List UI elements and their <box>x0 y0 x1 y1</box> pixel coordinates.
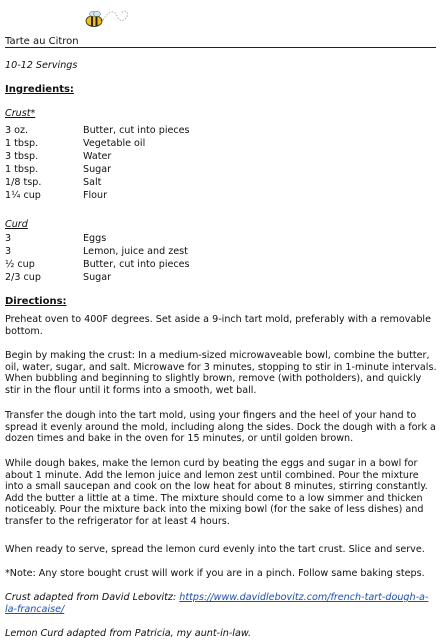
ingredient-qty: 3 <box>5 246 12 257</box>
curd-credit: Lemon Curd adapted from Patricia, my aunt-in-law. <box>5 628 252 639</box>
ingredient-row <box>5 258 190 271</box>
ingredient-item: Sugar <box>83 164 112 175</box>
direction-paragraph: Transfer the dough into the tart mold, using your fingers and the heel of your hand to spread it evenly around the mold, including along the sides. Dock the dough with a fork a dozen times and bake in the oven for 15 minutes, or until golden brown. <box>5 410 436 444</box>
ingredient-row <box>5 163 190 176</box>
crust-heading: Crust* <box>5 108 36 119</box>
bee-icon <box>83 8 133 32</box>
ingredient-qty: 2/3 cup <box>5 272 41 283</box>
crust-source-link[interactable]: https://www.davidlebovitz.com/french-tart-dough-a-la-francaise/ <box>5 592 429 615</box>
ingredient-item: Eggs <box>83 233 107 244</box>
ingredient-qty: 3 oz. <box>5 125 29 136</box>
ingredient-qty: 3 <box>5 233 12 244</box>
ingredient-row <box>5 232 190 245</box>
ingredient-item: Vegetable oil <box>83 138 146 149</box>
direction-note: *Note: Any store bought crust will work if you are in a pinch. Follow same baking steps. <box>5 568 425 579</box>
ingredient-item: Butter, cut into pieces <box>83 259 190 270</box>
ingredient-row <box>5 245 190 258</box>
ingredient-item: Lemon, juice and zest <box>83 246 188 257</box>
directions-heading: Directions: <box>5 296 67 307</box>
ingredient-item: Salt <box>83 177 102 188</box>
ingredient-row <box>5 176 190 189</box>
recipe-title: Tarte au Citron <box>5 36 79 47</box>
ingredient-qty: ½ cup <box>5 259 35 270</box>
ingredient-qty: 1 tbsp. <box>5 138 39 149</box>
crust-ingredients-table <box>5 124 190 202</box>
crust-credit <box>5 592 437 615</box>
direction-paragraph: Preheat oven to 400F degrees. Set aside a 9-inch tart mold, preferably with a removable bottom. <box>5 314 431 337</box>
ingredient-row <box>5 150 190 163</box>
ingredient-item: Flour <box>83 190 108 201</box>
direction-paragraph: While dough bakes, make the lemon curd by beating the eggs and sugar in a bowl for about 1 minute. Add the lemon juice and lemon zest until combined. Pour the mixture into a small saucepan and cook on the low heat for about 8 minutes, stirring constantly. Add the butter a little at a time. The mixture should come to a low simmer and thicken noticeably. Pour the mixture back into the mixing bowl (for the sake of less dishes) and transfer to the refrigerator for at least 4 hours. <box>5 458 428 527</box>
ingredient-row <box>5 137 190 150</box>
direction-paragraph: When ready to serve, spread the lemon curd evenly into the tart crust. Slice and serve. <box>5 544 425 555</box>
ingredient-qty: 1/8 tsp. <box>5 177 42 188</box>
ingredient-qty: 1 tbsp. <box>5 164 39 175</box>
direction-paragraph: Begin by making the crust: In a medium-sized microwaveable bowl, combine the butter, oil, water, sugar, and salt. Microwave for 3 minutes, stopping to stir in 1-minute intervals. When bubbling and beginning to slightly brown, remove (with potholders), and quickly stir in the flour until it forms into a smooth, wet ball. <box>5 350 437 396</box>
curd-heading: Curd <box>5 219 28 230</box>
curd-ingredients-table <box>5 232 190 284</box>
ingredient-qty: 3 tbsp. <box>5 151 39 162</box>
crust-credit-text: Crust adapted from David Lebovitz: <box>5 592 180 603</box>
ingredient-row <box>5 189 190 202</box>
title-divider <box>5 47 436 48</box>
ingredient-item: Butter, cut into pieces <box>83 125 190 136</box>
ingredients-heading: Ingredients: <box>5 84 74 95</box>
ingredient-item: Water <box>83 151 112 162</box>
servings-text: 10-12 Servings <box>5 60 78 71</box>
ingredient-item: Sugar <box>83 272 112 283</box>
ingredient-row <box>5 271 190 284</box>
ingredient-row <box>5 124 190 137</box>
ingredient-qty: 1¼ cup <box>5 190 41 201</box>
